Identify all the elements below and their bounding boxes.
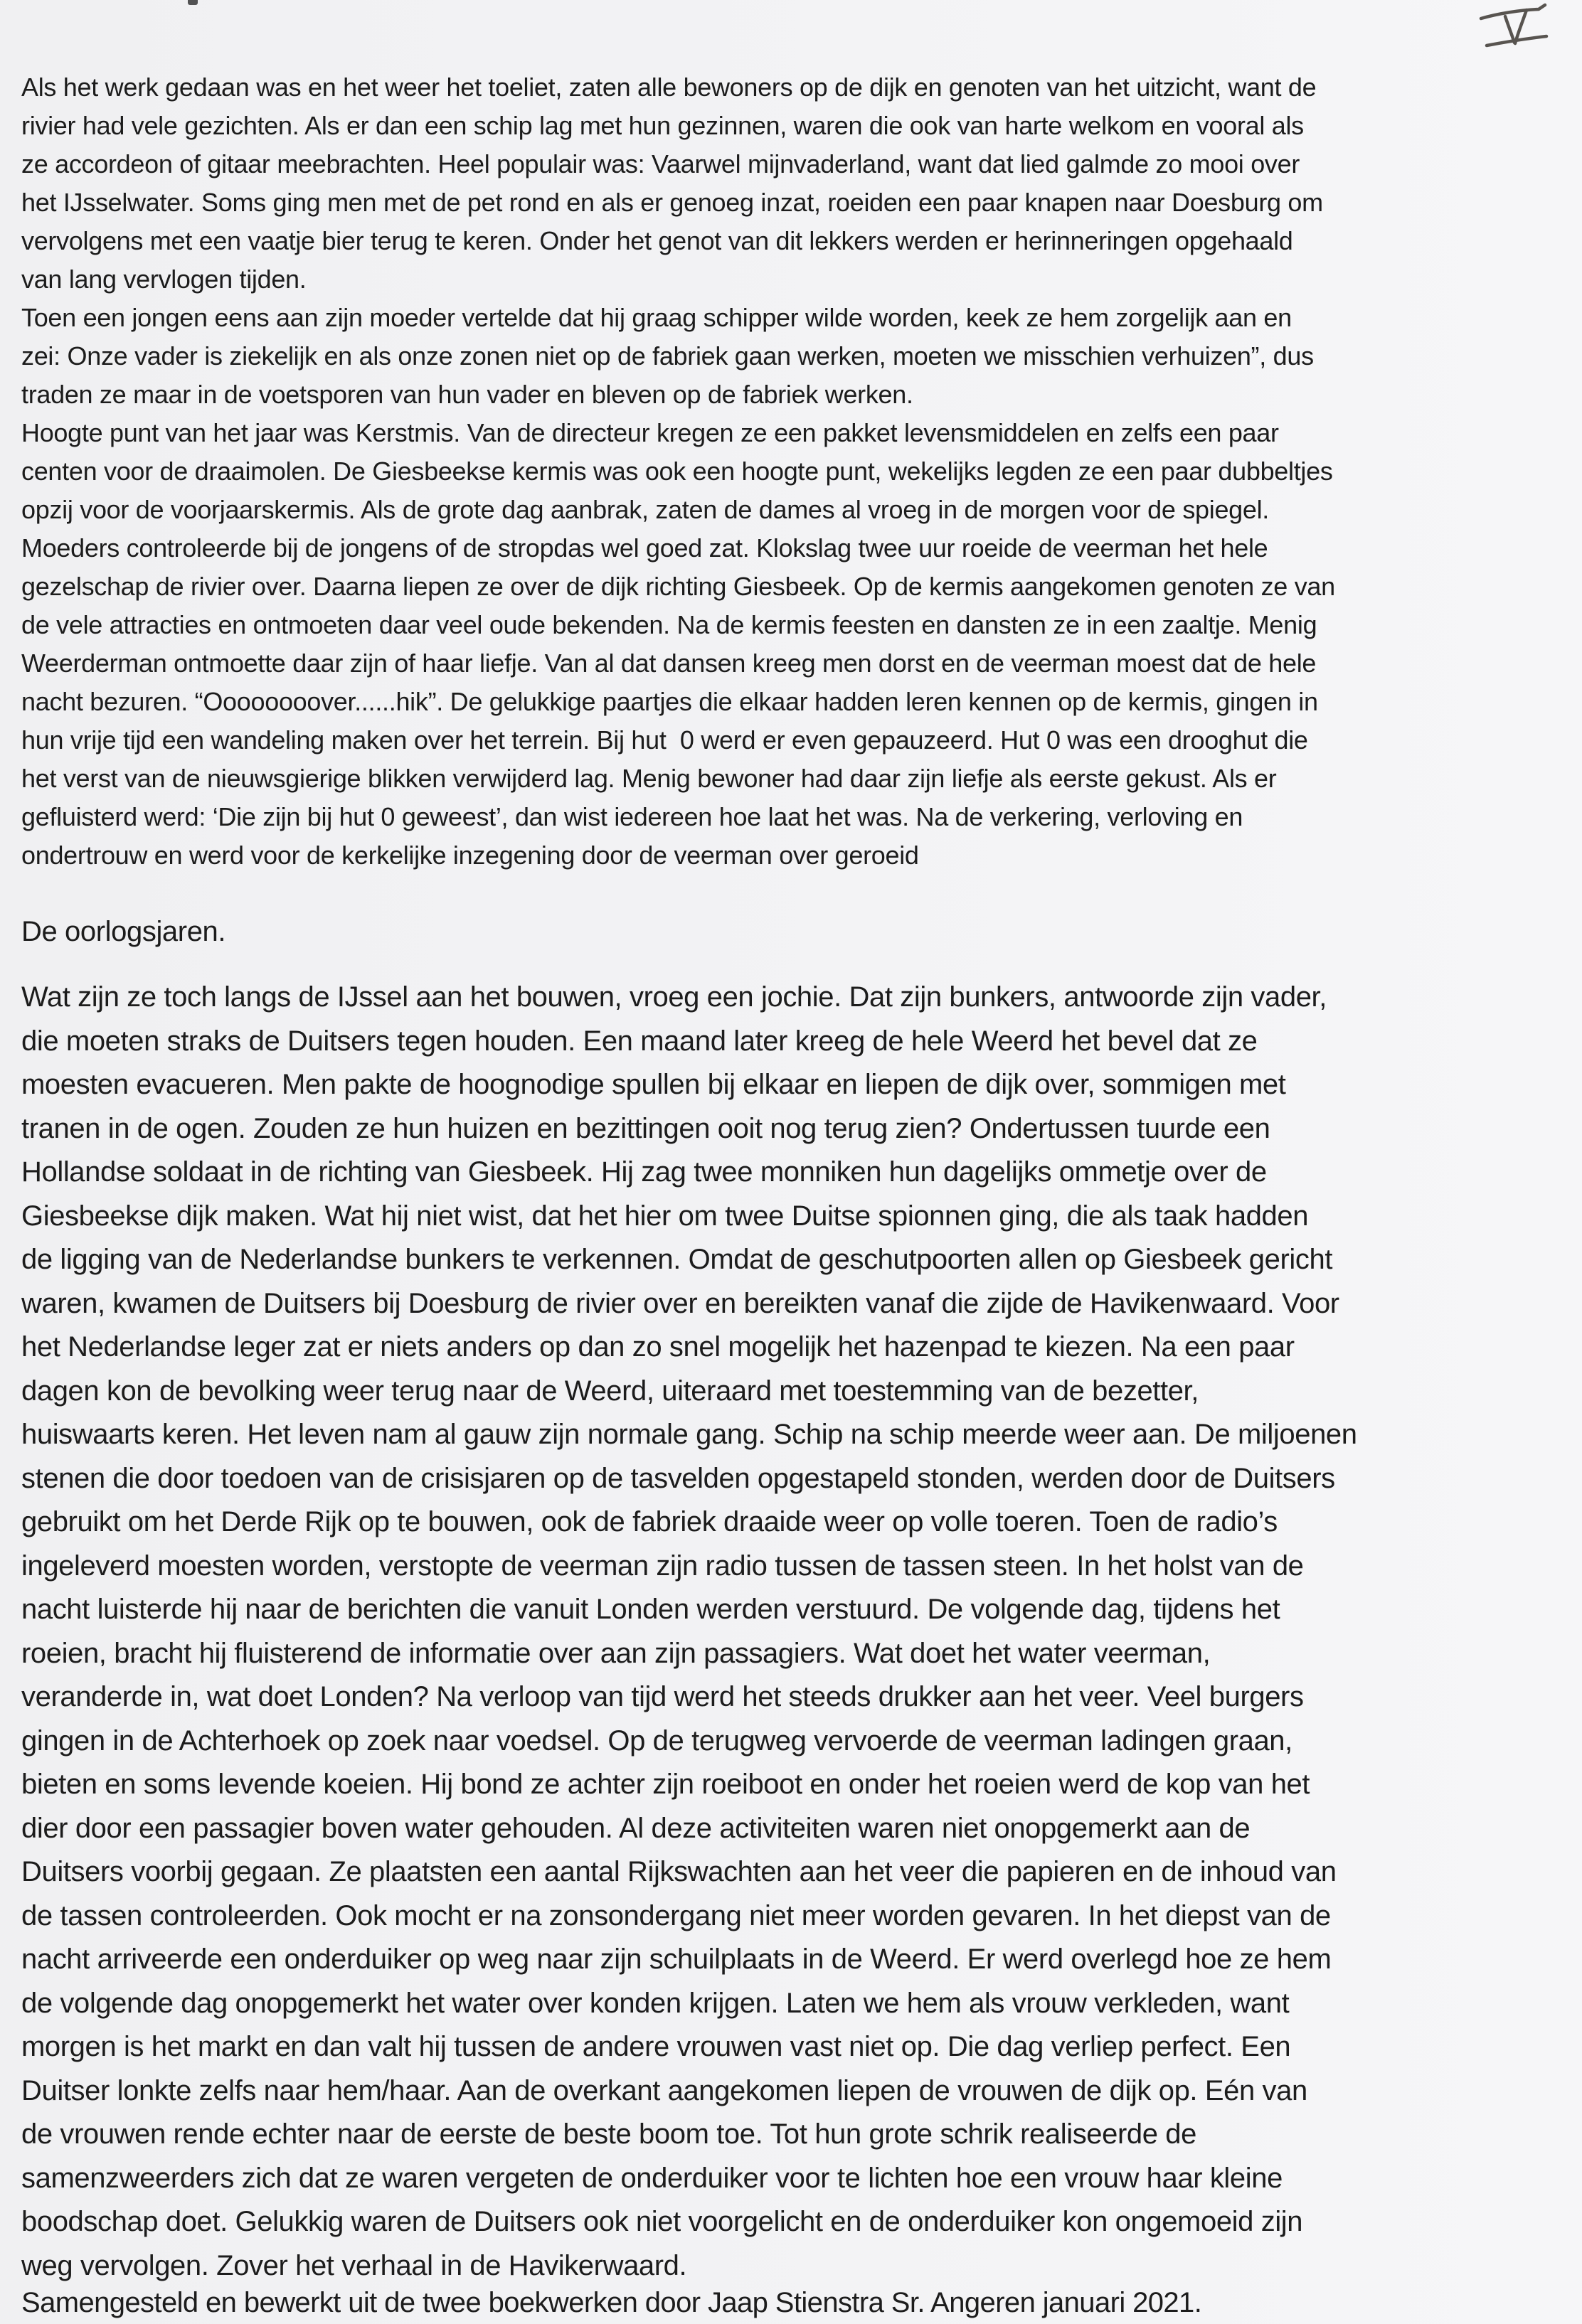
text-line: het verst van de nieuwsgierige blikken verwijderd lag. Menig bewoner had daar zijn liefje als eerste gekust. Als er: [21, 764, 1277, 793]
text-line: Toen een jongen eens aan zijn moeder vertelde dat hij graag schipper wilde worden, keek ze hem zorgelijk aan en: [21, 303, 1292, 332]
text-line: boodschap doet. Gelukkig waren de Duitsers ook niet voorgelicht en de onderduiker kon ongemoeid zijn: [21, 2206, 1303, 2237]
text-line: ondertrouw en werd voor de kerkelijke inzegening door de veerman over geroeid: [21, 841, 919, 870]
text-line: de vele attracties en ontmoeten daar veel oude bekenden. Na de kermis feesten en dansten ze in een zaaltje. Menig: [21, 610, 1317, 639]
text-line: van lang vervlogen tijden.: [21, 265, 307, 294]
paragraph-war-years: [21, 976, 1569, 2288]
text-line: dier door een passagier boven water gehouden. Al deze activiteiten waren niet onopgemerkt aan de: [21, 1812, 1251, 1844]
text-line: vervolgens met een vaatje bier terug te keren. Onder het genot van dit lekkers werden er herinneringen opgehaald: [21, 226, 1293, 255]
text-line: hun vrije tijd een wandeling maken over het terrein. Bij hut 0 werd er even gepauzeerd. Hut 0 was een drooghut die: [21, 725, 1308, 755]
footer-attribution: Samengesteld en bewerkt uit de twee boekwerken door Jaap Stienstra Sr. Angeren januari 2021.: [21, 2287, 1202, 2318]
text-line: Hoogte punt van het jaar was Kerstmis. Van de directeur kregen ze een pakket levensmiddelen en zelfs een paar: [21, 418, 1279, 447]
text-line: nacht bezuren. “Oooooooover......hik”. De gelukkige paartjes die elkaar hadden leren kennen op de kermis, gingen in: [21, 687, 1318, 716]
text-line: nacht arriveerde een onderduiker op weg naar zijn schuilplaats in de Weerd. Er werd overlegd hoe ze hem: [21, 1944, 1332, 1975]
section-heading: De oorlogsjaren.: [21, 916, 226, 947]
text-line: gezelschap de rivier over. Daarna liepen ze over de dijk richting Giesbeek. Op de kermis aangekomen genoten ze van: [21, 572, 1335, 601]
text-line: gebruikt om het Derde Rijk op te bouwen, ook de fabriek draaide weer op volle toeren. Toen de radio’s: [21, 1506, 1278, 1537]
text-line: veranderde in, wat doet Londen? Na verloop van tijd werd het steeds drukker aan het veer. Veel burgers: [21, 1681, 1304, 1712]
text-line: moesten evacueren. Men pakte de hoognodige spullen bij elkaar en liepen de dijk over, sommigen met: [21, 1069, 1286, 1100]
text-line: de tassen controleerden. Ook mocht er na zonsondergang niet meer worden gevaren. In het diepst van de: [21, 1899, 1331, 1931]
text-line: gingen in de Achterhoek op zoek naar voedsel. Op de terugweg vervoerde de veerman ladingen graan,: [21, 1725, 1292, 1757]
text-line: zei: Onze vader is ziekelijk en als onze zonen niet op de fabriek gaan werken, moeten we misschien verhuizen”, dus: [21, 341, 1314, 371]
text-line: stenen die door toedoen van de crisisjaren op de tasvelden opgestapeld stonden, werden door de Duitsers: [21, 1462, 1335, 1494]
text-line: de vrouwen rende echter naar de eerste de beste boom toe. Tot hun grote schrik realiseerde de: [21, 2118, 1196, 2150]
text-line: weg vervolgen. Zover het verhaal in de Havikerwaard.: [21, 2249, 687, 2281]
text-line: Giesbeekse dijk maken. Wat hij niet wist, dat het hier om twee Duitse spionnen ging, die als taak hadden: [21, 1200, 1309, 1232]
text-line: rivier had vele gezichten. Als er dan een schip lag met hun gezinnen, waren die ook van harte welkom en vooral als: [21, 111, 1304, 140]
text-line: nacht luisterde hij naar de berichten die vanuit Londen werden verstuurd. De volgende dag, tijdens het: [21, 1594, 1280, 1625]
text-line: Weerderman ontmoette daar zijn of haar liefje. Van al dat dansen kreeg men dorst en de veerman moest dat de hele: [21, 649, 1317, 678]
text-line: huiswaarts keren. Het leven nam al gauw zijn normale gang. Schip na schip meerde weer aan. De miljoenen: [21, 1419, 1357, 1450]
text-line: die moeten straks de Duitsers tegen houden. Een maand later kreeg de hele Weerd het bevel dat ze: [21, 1025, 1258, 1057]
text-line: Als het werk gedaan was en het weer het toeliet, zaten alle bewoners op de dijk en genoten van het uitzicht, want de: [21, 73, 1317, 102]
text-line: ze accordeon of gitaar meebrachten. Heel populair was: Vaarwel mijnvaderland, want dat lied galmde zo mooi over: [21, 149, 1300, 178]
text-line: het Nederlandse leger zat er niets anders op dan zo snel mogelijk het hazenpad te kiezen. Na een paar: [21, 1331, 1295, 1363]
text-line: Duitser lonkte zelfs naar hem/haar. Aan de overkant aangekomen liepen de vrouwen de dijk op. Eén van: [21, 2074, 1307, 2106]
text-line: samenzweerders zich dat ze waren vergeten de onderduiker voor te lichten hoe een vrouw haar kleine: [21, 2162, 1283, 2194]
text-line: de volgende dag onopgemerkt het water over konden krijgen. Laten we hem als vrouw verkleden, want: [21, 1987, 1290, 2019]
scan-artifact: [188, 0, 198, 5]
text-line: het IJsselwater. Soms ging men met de pet rond en als er genoeg inzat, roeiden een paar knapen naar Doesburg om: [21, 188, 1323, 217]
text-line: ingeleverd moesten worden, verstopte de veerman zijn radio tussen de tassen steen. In het holst van de: [21, 1550, 1304, 1582]
text-line: waren, kwamen de Duitsers bij Doesburg de rivier over en bereikten vanaf die zijde de Havikenwaard. Voor: [21, 1287, 1339, 1319]
text-line: Wat zijn ze toch langs de IJssel aan het bouwen, vroeg een jochie. Dat zijn bunkers, antwoorde zijn vader,: [21, 981, 1327, 1013]
text-line: centen voor de draaimolen. De Giesbeekse kermis was ook een hoogte punt, wekelijks legden ze een paar dubbeltjes: [21, 457, 1333, 486]
text-line: gefluisterd werd: ‘Die zijn bij hut 0 geweest’, dan wist iedereen hoe laat het was. Na de verkering, verloving en: [21, 802, 1243, 831]
text-line: de ligging van de Nederlandse bunkers te verkennen. Omdat de geschutpoorten allen op Giesbeek gericht: [21, 1244, 1333, 1275]
text-line: roeien, bracht hij fluisterend de informatie over aan zijn passagiers. Wat doet het water veerman,: [21, 1637, 1211, 1669]
text-line: Duitsers voorbij gegaan. Ze plaatsten een aantal Rijkswachten aan het veer die papieren en de inhoud van: [21, 1856, 1337, 1887]
text-line: Hollandse soldaat in de richting van Giesbeek. Hij zag twee monniken hun dagelijks ommetje over de: [21, 1156, 1267, 1188]
text-line: Moeders controleerde bij de jongens of de stropdas wel goed zat. Klokslag twee uur roeide de veerman het hele: [21, 533, 1268, 563]
text-line: traden ze maar in de voetsporen van hun vader en bleven op de fabriek werken.: [21, 380, 913, 409]
text-line: tranen in de ogen. Zouden ze hun huizen en bezittingen ooit nog terug zien? Ondertussen tuurde een: [21, 1112, 1270, 1144]
handwritten-page-number-v-icon: [1478, 3, 1549, 48]
text-line: dagen kon de bevolking weer terug naar de Weerd, uiteraard met toestemming van de bezetter,: [21, 1375, 1199, 1407]
text-line: opzij voor de voorjaarskermis. Als de grote dag aanbrak, zaten de dames al vroeg in de morgen voor de spiegel.: [21, 495, 1270, 524]
text-line: morgen is het markt en dan valt hij tussen de andere vrouwen vast niet op. Die dag verliep perfect. Een: [21, 2031, 1291, 2062]
paragraph-prewar-memories: [21, 68, 1569, 875]
text-line: bieten en soms levende koeien. Hij bond ze achter zijn roeiboot en onder het roeien werd de kop van het: [21, 1769, 1310, 1800]
